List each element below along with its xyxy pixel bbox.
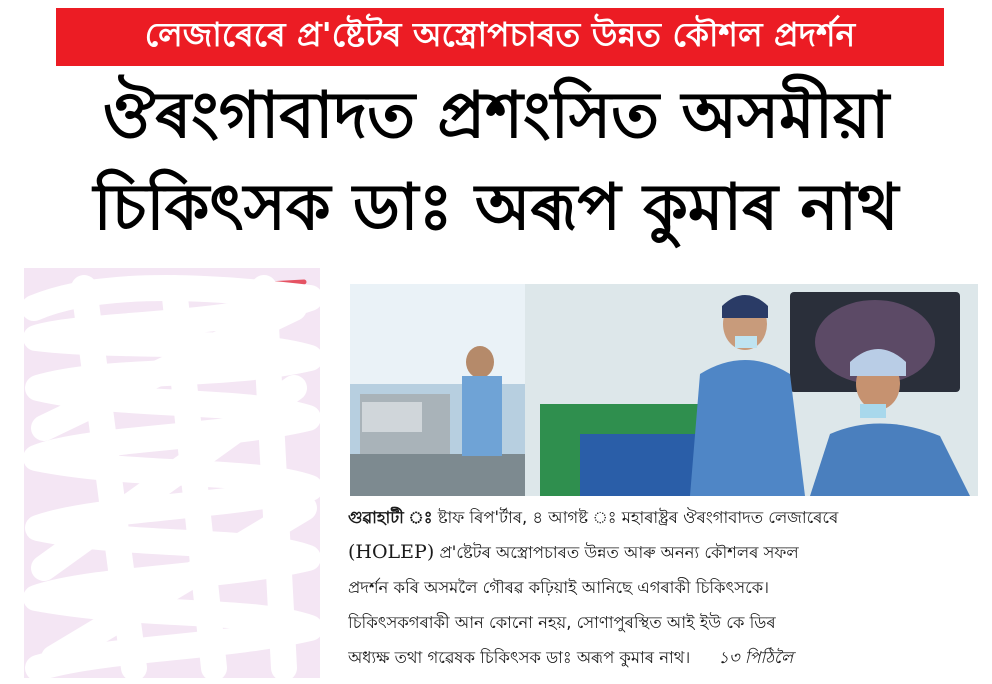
article-line-2-text: প্ৰ'ষ্টেটৰ অস্ত্ৰোপচাৰত উন্নত আৰু অনন্য কৌশলৰ সফল <box>439 543 799 562</box>
article-line-3: প্ৰদৰ্শন কৰি অসমলৈ গৌৰৱ কঢ়িয়াই আনিছে এগৰাকী চিকিৎসকে। <box>348 578 769 597</box>
headline-line-1: ঔৰংগাবাদত প্ৰশংসিত অসমীয়া <box>102 79 890 153</box>
redaction-scribble <box>24 268 320 678</box>
headline <box>10 70 982 254</box>
article-line-1 <box>348 500 982 535</box>
kicker-banner: লেজাৰেৰে প্ৰ'ষ্টেটৰ অস্ত্ৰোপচাৰত উন্নত কৌশল প্ৰদৰ্শন <box>56 8 944 66</box>
dateline: গুৱাহাটী ঃ <box>348 508 433 527</box>
article-line-1-text: ষ্টাফ ৰিপ'ৰ্টাৰ, ৪ আগষ্ট ঃ মহাৰাষ্ট্ৰৰ ঔৰংগাবাদত লেজাৰেৰে <box>437 508 839 527</box>
article-line-5 <box>348 640 982 675</box>
continued-note: ১৩ পিঠিলৈ <box>718 648 794 667</box>
article-line-4: চিকিৎসকগৰাকী আন কোনো নহয়, সোণাপুৰস্থিত আই ইউ কে ডিৰ <box>348 613 776 632</box>
surgery-photo <box>350 284 978 496</box>
redacted-column <box>24 268 320 678</box>
article-line-2 <box>348 535 982 570</box>
headline-line-2: চিকিৎসক ডাঃ অৰূপ কুমাৰ নাথ <box>93 171 899 245</box>
holep-term: (HOLEP) <box>348 541 435 563</box>
article-body <box>348 500 982 675</box>
article-line-5-text: অধ্যক্ষ তথা গৱেষক চিকিৎসক ডাঃ অৰূপ কুমাৰ নাথ। <box>348 648 691 667</box>
